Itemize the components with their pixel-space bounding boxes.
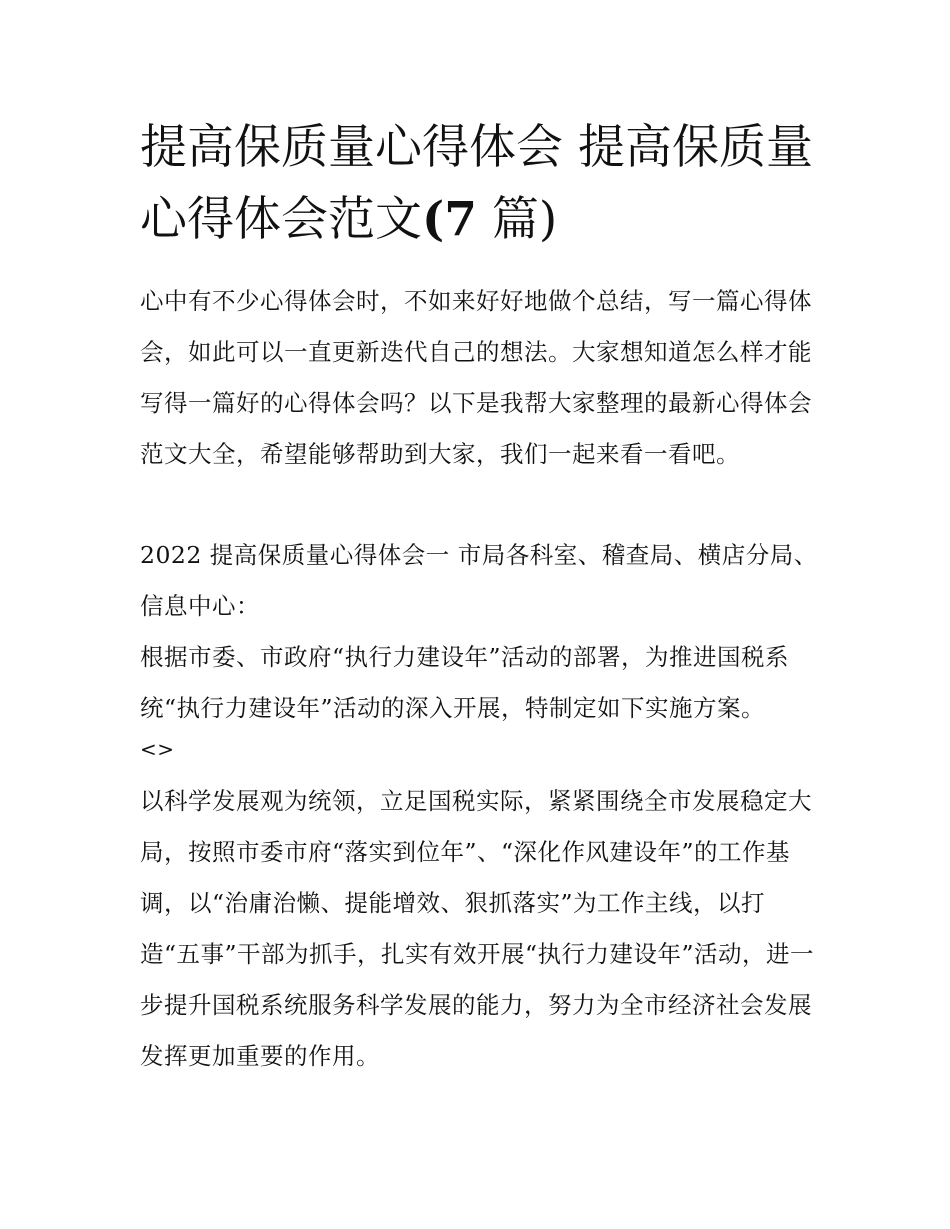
intro-paragraph: 心中有不少心得体会时，不如来好好地做个总结，写一篇心得体会，如此可以一直更新迭代自己的想法。大家想知道怎么样才能写得一篇好的心得体会吗？以下是我帮大家整理的最新心得体会范文大全，希望能够帮助到大家，我们一起来看一看吧。 xyxy=(140,287,812,468)
title-text: 提高保质量心得体会 提高保质量心得体会范文 xyxy=(140,120,813,247)
section-heading-paragraph: 2022 提高保质量心得体会一 市局各科室、稽查局、横店分局、信息中心： xyxy=(140,541,818,620)
document-title xyxy=(140,112,820,256)
deployment-paragraph: 根据市委、市政府“执行力建设年”活动的部署，为推进国税系统“执行力建设年”活动的深入开展，特制定如下实施方案。 xyxy=(140,643,790,722)
guiding-principle-paragraph: 以科学发展观为统领，立足国税实际，紧紧围绕全市发展稳定大局，按照市委市府“落实到位年”、“深化作风建设年”的工作基调，以“治庸治懒、提能增效、狠抓落实”为工作主线，以打造“五事”干部为抓手，扎实有效开展“执行力建设年”活动，进一步提升国税系统服务科学发展的能力，努力为全市经济社会发展发挥更加重要的作用。 xyxy=(140,787,815,1070)
placeholder-paragraph: <> xyxy=(140,737,175,761)
title-suffix: 篇) xyxy=(476,192,558,247)
title-count: (7 xyxy=(422,192,477,247)
